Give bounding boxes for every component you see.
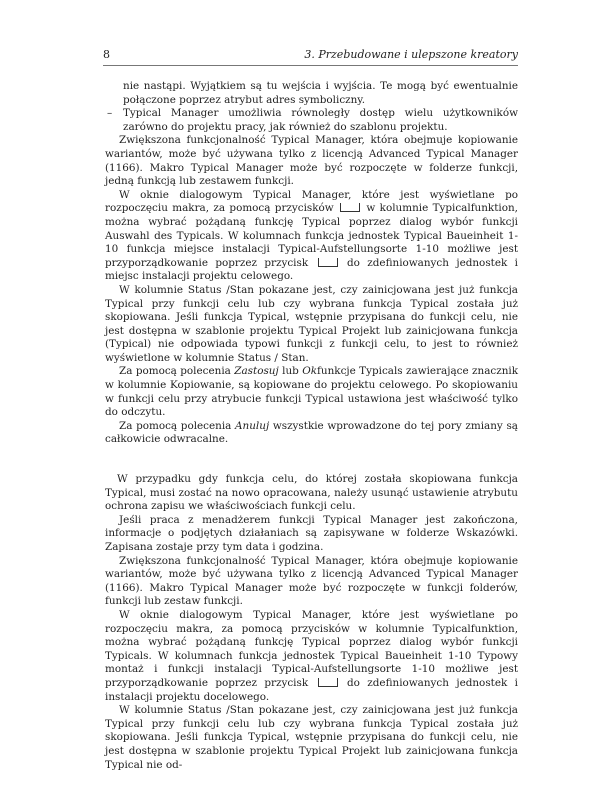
page-number: 8 [103,48,110,61]
list-item-text: Typical Manager umożliwia równoległy dostęp wielu użytkowników zarówno do projektu pracy, jak również do szablonu projektu. [123,107,518,133]
text-run: wszystkie wprowadzone do tej pory zmiany są całkowicie odwracalne. [105,419,518,446]
paragraph: W kolumnie Status /Stan pokazane jest, czy zainicjowana jest już funkcja Typical przy funkcji celu lub czy wybrana funkcja Typical została już skopiowana. Jeśli funkcja Typical, wstępnie przypisana do funkcji celu, nie jest dostępna w szablonie projektu Typical Projekt lub zainicjowana funkcja (Typical) nie odpowiada typowi funkcji z funkcji celu, to jest to również wyświetlone w kolumnie Status / Stan. [105,283,518,364]
paragraph: Zwiększona funkcjonalność Typical Manager, która obejmuje kopiowanie wariantów, może być używana tylko z licencją Advanced Typical Manager (1166). Makro Typical Manager może być rozpoczęte w folderze funkcji, jedną funkcją lub zestawem funkcji. [105,134,518,188]
body-text [105,80,518,772]
text-run: Za pomocą polecenia [119,365,231,378]
header-rule [103,65,518,66]
continued-paragraph: nie nastąpi. Wyjątkiem są tu wejścia i wyjścia. Te mogą być ewentualnie połączone poprzez atrybut adres symboliczny. [123,80,518,106]
button-placeholder-icon [318,678,338,687]
paragraph: W przypadku gdy funkcja celu, do której została skopiowana funkcja Typical, musi zostać na nowo opracowana, należy usunąć ustawienie atrybutu ochrona zapisu we właściwościach funkcji celu. [105,473,518,513]
text-run: lub [282,365,299,378]
paragraph: Zwiększona funkcjonalność Typical Manager, która obejmuje kopiowanie wariantów, może być używana tylko z licencją Advanced Typical Manager (1166). Makro Typical Manager może być rozpoczęte w funkcji folderów, funkcji lub zestaw funkcji. [105,554,518,608]
running-head: 3. Przebudowane i ulepszone kreatory [304,48,518,61]
command-name: Ok [302,365,318,378]
text-run: W oknie dialogowym Typical Manager, które jest wyświetlane po rozpoczęciu makra, za pomocą przycisków [105,188,518,215]
page-header [103,48,518,61]
paragraph: Jeśli praca z menadżerem funkcji Typical Manager jest zakończona, informacje o podjętych działaniach są zapisywane w folderze Wskazówki. Zapisana zostaje przy tym data i godzina. [105,513,518,553]
paragraph: W kolumnie Status /Stan pokazane jest, czy zainicjowana jest już funkcja Typical przy funkcji celu lub czy wybrana funkcja Typical została już skopiowana. Jeśli funkcja Typical, wstępnie przypisana do funkcji celu, nie jest dostępna w szablonie projektu Typical Projekt lub zainicjowana funkcja Typical nie od- [105,704,518,771]
paragraph [105,365,518,419]
bullet-list [105,107,518,134]
text-run: W oknie dialogowym Typical Manager, które jest wyświetlane po rozpoczęciu makra, za pomocą przycisków w kolumnie Typicalfunktion, można wybrać pożądaną funkcję Typical poprzez dialog wybór funkcji Typicals. W kolumnach funkcja jednostek Typical Baueinheit 1-10 Typowy montaż i funkcji instalacji Typical-Aufstellungsorte 1-10 możliwe jest przyporządkowanie poprzez przycisk [105,608,518,689]
section-spacer [105,447,518,473]
paragraph [105,420,518,447]
list-item [105,107,518,134]
text-run: funkcje Typicals zawierające znacznik w kolumnie Kopiowanie, są kopiowane do projektu celowego. Po skopiowaniu w funkcji celu przy atrybucie funkcji Typical ustawiona jest właściwość tylko do odczytu. [105,365,518,419]
command-name: Zastosuj [234,365,279,378]
text-run: w kolumnie Typicalfunktion, można wybrać pożądaną funkcję Typical poprzez dialog wybór funkcji Auswahl des Typicals. W kolumnach funkcja jednostek Typical Baueinheit 1-10 funkcja miejsce instalacji Typical-Aufstellungsorte 1-10 możliwe jest przyporządkowanie poprzez przycisk [105,202,518,269]
paragraph [105,189,518,284]
command-name: Anuluj [235,419,270,432]
text-run: do zdefiniowanych jednostek i instalacji projektu docelowego. [105,676,518,703]
button-placeholder-icon [318,258,338,267]
dash-bullet: – [107,107,113,120]
text-run: Za pomocą polecenia [119,419,232,432]
button-placeholder-icon [340,203,360,212]
text-run: do zdefiniowanych jednostek i miejsc instalacji projektu celowego. [105,256,518,283]
paragraph [105,609,518,704]
